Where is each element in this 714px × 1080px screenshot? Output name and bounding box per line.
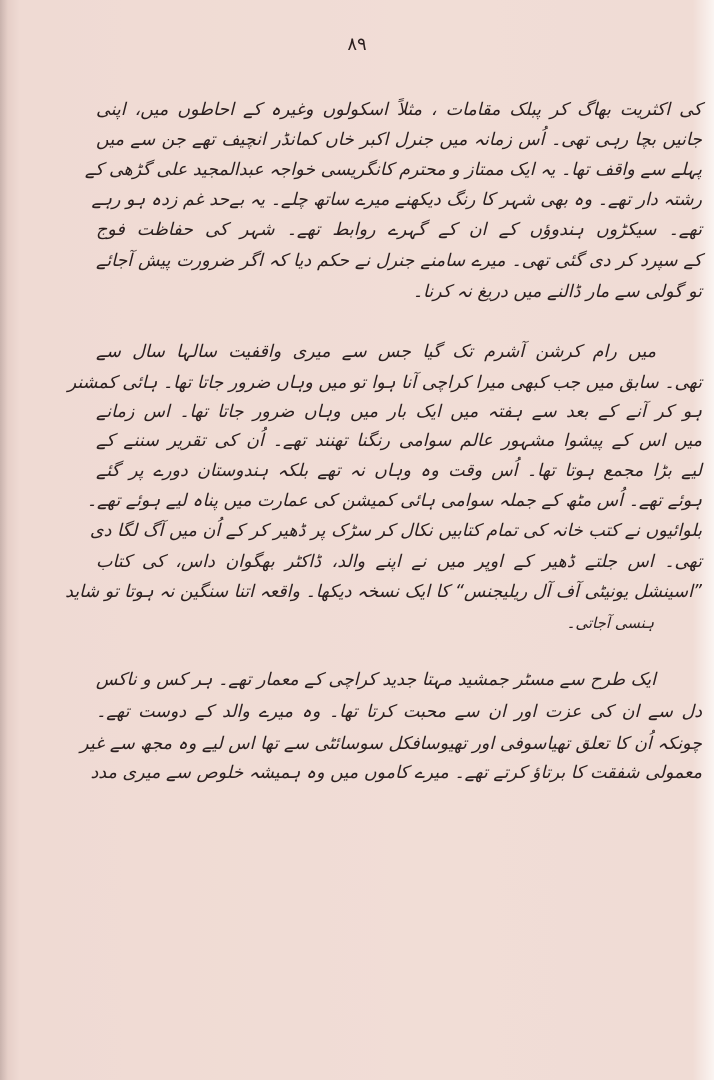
page-number: ۸۹: [347, 34, 367, 55]
text-line: میں رام کرشن آشرم تک گیا جس سے میری واقفیت سالہا سال سے: [96, 342, 656, 362]
text-line: ہو کر آنے کے بعد سے ہفتہ میں ایک بار میں وہاں ضرور جاتا تھا۔ اس زمانے: [96, 402, 702, 422]
text-line: تو گولی سے مار ڈالنے میں دریغ نہ کرنا۔: [412, 282, 702, 302]
text-line: چونکہ اُن کا تعلق تھیاسوفی اور تھیوسافکل سوسائٹی سے تھا اس لیے وہ مجھ سے غیر: [80, 734, 702, 754]
text-line: میں اس کے پیشوا مشہور عالم سوامی رنگنا تھنند تھے۔ اُن کی تقریر سننے کے: [96, 431, 702, 451]
text-line: ”اسینشل یونیٹی آف آل ریلیجنس“ کا ایک نسخہ دیکھا۔ واقعہ اتنا سنگین نہ ہوتا تو شاید: [65, 582, 702, 602]
text-line: تھی۔ سابق میں جب کبھی میرا کراچی آنا ہوا تو میں وہاں ضرور جاتا تھا۔ ہائی کمشنر: [67, 373, 702, 393]
text-line: تھی۔ اس جلتے ڈھیر کے اوپر میں نے اپنے والد، ڈاکٹر بھگوان داس، کی کتاب: [96, 552, 702, 572]
text-line: معمولی شفقت کا برتاؤ کرتے تھے۔ میرے کاموں میں وہ ہمیشہ خلوص سے میری مدد: [90, 763, 702, 783]
text-line: کے سپرد کر دی گئی تھی۔ میرے سامنے جنرل نے حکم دیا کہ اگر ضرورت پیش آجائے: [96, 251, 702, 271]
text-line: ایک طرح سے مسٹر جمشید مہتا جدید کراچی کے معمار تھے۔ ہر کس و ناکس: [95, 670, 656, 690]
text-line: بلوائیوں نے کتب خانہ کی تمام کتابیں نکال کر سڑک پر ڈھیر کر کے اُن میں آگ لگا دی: [89, 521, 702, 541]
text-line: ہوئے تھے۔ اُس مٹھ کے جملہ سوامی ہائی کمیشن کی عمارت میں پناہ لیے ہوئے تھے۔: [86, 491, 702, 511]
text-line: رشتہ دار تھے۔ وہ بھی شہر کا رنگ دیکھنے میرے ساتھ چلے۔ یہ بےحد غم زدہ ہو رہے: [91, 190, 702, 210]
text-line: کی اکثریت بھاگ کر پبلک مقامات ، مثلاً اسکولوں وغیرہ کے احاطوں میں، اپنی: [96, 100, 702, 120]
text-line: جانیں بچا رہی تھی۔ اُس زمانہ میں جنرل اکبر خاں کمانڈر انچیف تھے جن سے میں: [96, 130, 702, 150]
text-line: پہلے سے واقف تھا۔ یہ ایک ممتاز و محترم کانگریسی خواجہ عبدالمجید علی گڑھی کے: [84, 160, 702, 180]
text-line: تھے۔ سیکڑوں ہندوؤں کے ان کے گہرے روابط تھے۔ شہر کی حفاظت فوج: [96, 220, 702, 240]
text-line: دل سے ان کی عزت اور ان سے محبت کرتا تھا۔ وہ میرے والد کے دوست تھے۔: [96, 702, 702, 722]
text-line: لیے بڑا مجمع ہوتا تھا۔ اُس وقت وہ وہاں نہ تھے بلکہ ہندوستان دورے پر گئے: [96, 461, 702, 481]
text-line: ہنسی آجاتی۔: [566, 614, 654, 632]
